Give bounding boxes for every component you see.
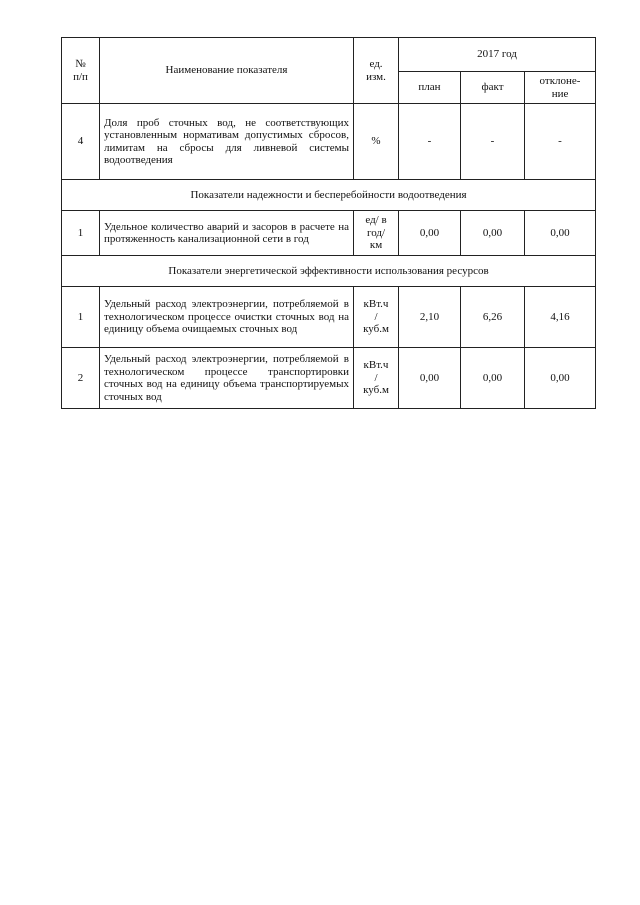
row-num: 2 <box>62 348 100 409</box>
row-unit: кВт.ч / куб.м <box>354 348 399 409</box>
table-row <box>62 104 596 180</box>
header-unit: ед. изм. <box>354 38 399 104</box>
indicators-table <box>61 37 596 409</box>
row-plan: 0,00 <box>399 348 461 409</box>
row-name: Доля проб сточных вод, не соответствующих установленным нормативам допустимых сбросов, лимитам на сбросы для ливневой системы водоотведения <box>100 104 354 180</box>
row-fact: 0,00 <box>461 348 525 409</box>
header-year: 2017 год <box>399 38 596 72</box>
row-num: 1 <box>62 287 100 348</box>
row-unit: % <box>354 104 399 180</box>
row-plan: 0,00 <box>399 211 461 256</box>
row-fact: 0,00 <box>461 211 525 256</box>
row-name: Удельный расход электроэнергии, потребляемой в технологическом процессе транспортировки сточных вод на единицу объема транспортируемых сточных вод <box>100 348 354 409</box>
row-unit: кВт.ч / куб.м <box>354 287 399 348</box>
header-num: № п/п <box>62 38 100 104</box>
row-plan: 2,10 <box>399 287 461 348</box>
row-name: Удельное количество аварий и засоров в расчете на протяженность канализационной сети в год <box>100 211 354 256</box>
row-fact: - <box>461 104 525 180</box>
header-deviation: отклоне- ние <box>525 72 596 104</box>
table-row <box>62 287 596 348</box>
section-row <box>62 180 596 211</box>
row-deviation: 0,00 <box>525 211 596 256</box>
header-plan: план <box>399 72 461 104</box>
row-num: 4 <box>62 104 100 180</box>
row-num: 1 <box>62 211 100 256</box>
header-row-1 <box>62 38 596 72</box>
row-name: Удельный расход электроэнергии, потребляемой в технологическом процессе очистки сточных вод на единицу объема очищаемых сточных вод <box>100 287 354 348</box>
table-row <box>62 211 596 256</box>
row-fact: 6,26 <box>461 287 525 348</box>
row-deviation: - <box>525 104 596 180</box>
header-name: Наименование показателя <box>100 38 354 104</box>
row-deviation: 4,16 <box>525 287 596 348</box>
row-unit: ед/ в год/ км <box>354 211 399 256</box>
section-row <box>62 256 596 287</box>
row-deviation: 0,00 <box>525 348 596 409</box>
table-row <box>62 348 596 409</box>
section-title-reliability: Показатели надежности и бесперебойности водоотведения <box>62 180 596 211</box>
header-fact: факт <box>461 72 525 104</box>
row-plan: - <box>399 104 461 180</box>
section-title-energy: Показатели энергетической эффективности использования ресурсов <box>62 256 596 287</box>
